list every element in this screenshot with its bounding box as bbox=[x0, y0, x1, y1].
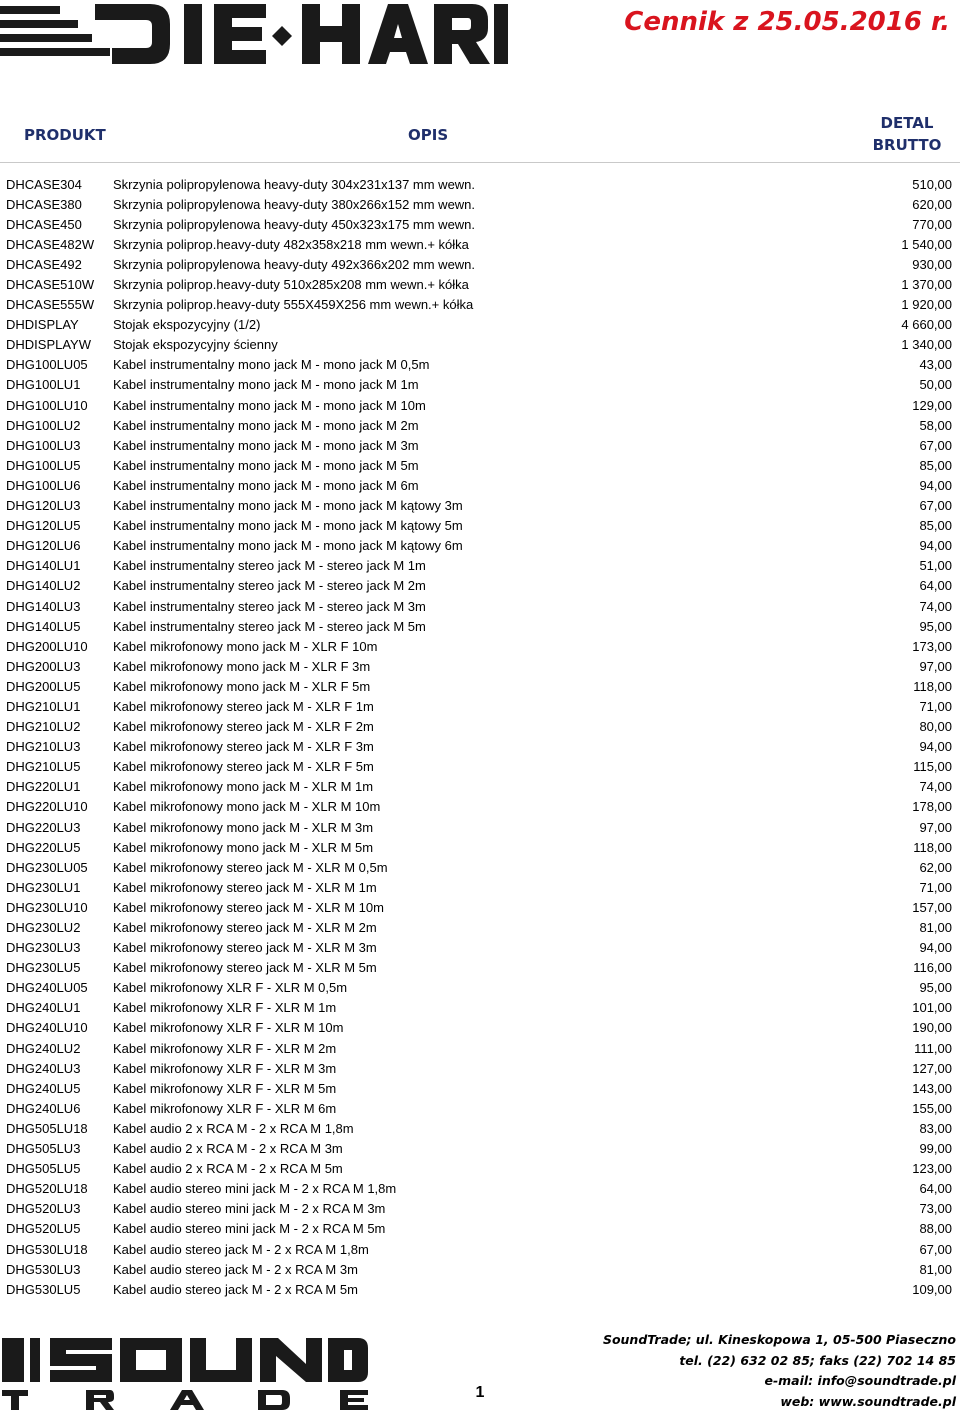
sound-trade-logo-mark bbox=[2, 1334, 368, 1410]
table-row bbox=[0, 717, 960, 737]
product-code: DHG140LU2 bbox=[6, 578, 81, 594]
product-description: Kabel mikrofonowy XLR F - XLR M 3m bbox=[113, 1060, 337, 1076]
table-row bbox=[0, 636, 960, 656]
product-description: Kabel mikrofonowy mono jack M - XLR F 5m bbox=[113, 678, 371, 694]
product-description: Kabel audio 2 x RCA M - 2 x RCA M 5m bbox=[113, 1161, 343, 1177]
table-row bbox=[0, 194, 960, 214]
product-price: 85,00 bbox=[919, 518, 952, 534]
product-price: 95,00 bbox=[919, 618, 952, 634]
product-description: Kabel mikrofonowy stereo jack M - XLR M 10m bbox=[113, 899, 384, 915]
product-code: DHCASE304 bbox=[6, 176, 82, 192]
table-row bbox=[0, 395, 960, 415]
product-description: Kabel audio stereo mini jack M - 2 x RCA M 3m bbox=[113, 1201, 386, 1217]
product-description: Kabel instrumentalny mono jack M - mono jack M 3m bbox=[113, 437, 419, 453]
product-description: Kabel audio 2 x RCA M - 2 x RCA M 1,8m bbox=[113, 1120, 354, 1136]
product-price: 97,00 bbox=[919, 658, 952, 674]
page-number: 1 bbox=[475, 1384, 485, 1401]
product-description: Kabel mikrofonowy XLR F - XLR M 6m bbox=[113, 1100, 337, 1116]
product-code: DHG200LU3 bbox=[6, 658, 81, 674]
product-code: DHG240LU3 bbox=[6, 1060, 81, 1076]
table-row bbox=[0, 917, 960, 937]
table-row bbox=[0, 1219, 960, 1239]
price-table bbox=[0, 174, 960, 1299]
sound-trade-logo bbox=[2, 1334, 368, 1410]
product-code: DHG200LU10 bbox=[6, 638, 88, 654]
product-code: DHG520LU3 bbox=[6, 1201, 81, 1217]
product-description: Kabel mikrofonowy mono jack M - XLR M 1m bbox=[113, 779, 374, 795]
product-code: DHG240LU2 bbox=[6, 1040, 81, 1056]
table-row bbox=[0, 737, 960, 757]
product-code: DHG220LU10 bbox=[6, 799, 88, 815]
table-row bbox=[0, 556, 960, 576]
product-code: DHCASE510W bbox=[6, 277, 95, 293]
product-code: DHG220LU3 bbox=[6, 819, 81, 835]
product-price: 94,00 bbox=[919, 477, 952, 493]
table-row bbox=[0, 315, 960, 335]
product-price: 1 340,00 bbox=[901, 337, 952, 353]
product-description: Kabel audio stereo jack M - 2 x RCA M 1,8m bbox=[113, 1241, 369, 1257]
product-price: 94,00 bbox=[919, 538, 952, 554]
product-description: Stojak ekspozycyjny (1/2) bbox=[113, 317, 261, 333]
product-code: DHG230LU05 bbox=[6, 859, 88, 875]
product-price: 51,00 bbox=[919, 558, 952, 574]
product-code: DHG100LU6 bbox=[6, 477, 81, 493]
product-price: 178,00 bbox=[912, 799, 952, 815]
product-code: DHG100LU3 bbox=[6, 437, 81, 453]
product-price: 85,00 bbox=[919, 457, 952, 473]
table-row bbox=[0, 516, 960, 536]
product-description: Kabel instrumentalny mono jack M - mono jack M 6m bbox=[113, 477, 419, 493]
die-hard-logo bbox=[0, 0, 510, 70]
table-row bbox=[0, 656, 960, 676]
table-row bbox=[0, 1078, 960, 1098]
product-price: 43,00 bbox=[919, 357, 952, 373]
table-row bbox=[0, 1098, 960, 1118]
table-row bbox=[0, 1259, 960, 1279]
product-code: DHG520LU5 bbox=[6, 1221, 81, 1237]
product-description: Kabel instrumentalny mono jack M - mono jack M 2m bbox=[113, 417, 419, 433]
product-price: 1 920,00 bbox=[901, 297, 952, 313]
contact-block bbox=[603, 1330, 956, 1412]
product-code: DHG220LU1 bbox=[6, 779, 81, 795]
table-row bbox=[0, 274, 960, 294]
product-code: DHDISPLAYW bbox=[6, 337, 91, 353]
product-code: DHG505LU5 bbox=[6, 1161, 81, 1177]
product-code: DHG220LU5 bbox=[6, 839, 81, 855]
product-description: Skrzynia poliprop.heavy-duty 482x358x218 mm wewn.+ kółka bbox=[113, 236, 469, 252]
product-price: 95,00 bbox=[919, 980, 952, 996]
product-description: Kabel instrumentalny mono jack M - mono jack M 0,5m bbox=[113, 357, 430, 373]
product-description: Stojak ekspozycyjny ścienny bbox=[113, 337, 278, 353]
product-description: Kabel mikrofonowy stereo jack M - XLR M 1m bbox=[113, 879, 377, 895]
product-description: Kabel mikrofonowy XLR F - XLR M 5m bbox=[113, 1080, 337, 1096]
table-row bbox=[0, 596, 960, 616]
product-code: DHG230LU3 bbox=[6, 940, 81, 956]
table-row bbox=[0, 676, 960, 696]
product-price: 58,00 bbox=[919, 417, 952, 433]
table-row bbox=[0, 1058, 960, 1078]
product-price: 123,00 bbox=[912, 1161, 952, 1177]
product-code: DHG140LU1 bbox=[6, 558, 81, 574]
product-price: 50,00 bbox=[919, 377, 952, 393]
product-price: 101,00 bbox=[912, 1000, 952, 1016]
table-row bbox=[0, 998, 960, 1018]
product-description: Skrzynia polipropylenowa heavy-duty 304x231x137 mm wewn. bbox=[113, 176, 476, 192]
product-description: Kabel mikrofonowy XLR F - XLR M 10m bbox=[113, 1020, 344, 1036]
table-row bbox=[0, 1179, 960, 1199]
table-row bbox=[0, 295, 960, 315]
product-code: DHG230LU2 bbox=[6, 920, 81, 936]
product-price: 64,00 bbox=[919, 1181, 952, 1197]
product-code: DHG505LU18 bbox=[6, 1120, 88, 1136]
product-price: 173,00 bbox=[912, 638, 952, 654]
table-row bbox=[0, 877, 960, 897]
table-row bbox=[0, 415, 960, 435]
table-row bbox=[0, 254, 960, 274]
product-description: Kabel mikrofonowy mono jack M - XLR M 3m bbox=[113, 819, 374, 835]
product-price: 1 540,00 bbox=[901, 236, 952, 252]
product-price: 143,00 bbox=[912, 1080, 952, 1096]
product-description: Kabel mikrofonowy stereo jack M - XLR M 0,5m bbox=[113, 859, 388, 875]
product-description: Kabel audio stereo mini jack M - 2 x RCA M 5m bbox=[113, 1221, 386, 1237]
product-price: 88,00 bbox=[919, 1221, 952, 1237]
product-description: Kabel mikrofonowy stereo jack M - XLR M 3m bbox=[113, 940, 377, 956]
table-row bbox=[0, 435, 960, 455]
column-header-retail-gross-price bbox=[862, 112, 952, 156]
product-code: DHG140LU5 bbox=[6, 618, 81, 634]
product-description: Kabel audio stereo mini jack M - 2 x RCA M 1,8m bbox=[113, 1181, 397, 1197]
product-description: Kabel audio 2 x RCA M - 2 x RCA M 3m bbox=[113, 1141, 343, 1157]
product-description: Kabel mikrofonowy stereo jack M - XLR F 3m bbox=[113, 739, 374, 755]
table-row bbox=[0, 234, 960, 254]
product-code: DHG530LU3 bbox=[6, 1261, 81, 1277]
table-row bbox=[0, 1279, 960, 1299]
product-price: 129,00 bbox=[912, 397, 952, 413]
product-description: Skrzynia polipropylenowa heavy-duty 492x366x202 mm wewn. bbox=[113, 256, 476, 272]
product-code: DHG200LU5 bbox=[6, 678, 81, 694]
product-description: Kabel instrumentalny stereo jack M - stereo jack M 1m bbox=[113, 558, 426, 574]
product-description: Kabel instrumentalny stereo jack M - stereo jack M 5m bbox=[113, 618, 426, 634]
die-hard-logo-mark bbox=[0, 0, 510, 70]
product-description: Kabel mikrofonowy mono jack M - XLR F 3m bbox=[113, 658, 371, 674]
table-row bbox=[0, 335, 960, 355]
table-row bbox=[0, 1159, 960, 1179]
product-code: DHG100LU05 bbox=[6, 357, 88, 373]
table-row bbox=[0, 475, 960, 495]
product-price: 80,00 bbox=[919, 719, 952, 735]
product-code: DHG520LU18 bbox=[6, 1181, 88, 1197]
product-price: 1 370,00 bbox=[901, 277, 952, 293]
product-code: DHG240LU6 bbox=[6, 1100, 81, 1116]
product-code: DHG100LU10 bbox=[6, 397, 88, 413]
product-code: DHCASE492 bbox=[6, 256, 82, 272]
product-price: 116,00 bbox=[913, 960, 952, 976]
product-price: 930,00 bbox=[912, 256, 952, 272]
header-divider bbox=[0, 162, 960, 163]
table-row bbox=[0, 214, 960, 234]
product-price: 71,00 bbox=[919, 698, 952, 714]
table-row bbox=[0, 1118, 960, 1138]
product-code: DHG240LU10 bbox=[6, 1020, 88, 1036]
product-description: Skrzynia polipropylenowa heavy-duty 450x323x175 mm wewn. bbox=[113, 216, 476, 232]
table-row bbox=[0, 958, 960, 978]
product-description: Kabel mikrofonowy stereo jack M - XLR M 2m bbox=[113, 920, 377, 936]
product-price: 97,00 bbox=[919, 819, 952, 835]
product-price: 620,00 bbox=[912, 196, 952, 212]
table-row bbox=[0, 576, 960, 596]
table-row bbox=[0, 797, 960, 817]
product-code: DHG100LU1 bbox=[6, 377, 81, 393]
price-list-date: Cennik z 25.05.2016 r. bbox=[624, 7, 950, 37]
product-price: 83,00 bbox=[919, 1120, 952, 1136]
table-row bbox=[0, 355, 960, 375]
product-price: 99,00 bbox=[919, 1141, 952, 1157]
product-code: DHG230LU10 bbox=[6, 899, 88, 915]
table-row bbox=[0, 1239, 960, 1259]
product-code: DHG530LU18 bbox=[6, 1241, 88, 1257]
product-description: Kabel instrumentalny mono jack M - mono jack M 5m bbox=[113, 457, 419, 473]
product-description: Kabel mikrofonowy XLR F - XLR M 0,5m bbox=[113, 980, 348, 996]
table-row bbox=[0, 174, 960, 194]
column-header-price-line1: DETAL bbox=[880, 114, 934, 132]
product-description: Kabel mikrofonowy stereo jack M - XLR F 1m bbox=[113, 698, 374, 714]
product-price: 81,00 bbox=[919, 1261, 952, 1277]
table-row bbox=[0, 536, 960, 556]
column-header-product: PRODUKT bbox=[24, 126, 106, 144]
product-code: DHG530LU5 bbox=[6, 1281, 81, 1297]
product-price: 74,00 bbox=[919, 598, 952, 614]
product-price: 157,00 bbox=[912, 899, 952, 915]
table-row bbox=[0, 1139, 960, 1159]
table-row bbox=[0, 938, 960, 958]
product-price: 4 660,00 bbox=[901, 317, 952, 333]
product-code: DHCASE482W bbox=[6, 236, 95, 252]
product-code: DHG230LU1 bbox=[6, 879, 81, 895]
company-address: SoundTrade; ul. Kineskopowa 1, 05-500 Piaseczno bbox=[602, 1332, 956, 1347]
product-price: 115,00 bbox=[913, 759, 952, 775]
table-row bbox=[0, 978, 960, 998]
product-code: DHG120LU3 bbox=[6, 498, 81, 514]
company-email[interactable]: e-mail: info@soundtrade.pl bbox=[764, 1373, 956, 1388]
product-price: 94,00 bbox=[919, 940, 952, 956]
product-code: DHG210LU3 bbox=[6, 739, 81, 755]
company-website[interactable]: web: www.soundtrade.pl bbox=[780, 1393, 956, 1409]
product-price: 81,00 bbox=[919, 920, 952, 936]
product-code: DHG100LU2 bbox=[6, 417, 81, 433]
table-row bbox=[0, 696, 960, 716]
product-price: 770,00 bbox=[912, 216, 952, 232]
table-row bbox=[0, 1018, 960, 1038]
product-price: 94,00 bbox=[919, 739, 952, 755]
product-price: 62,00 bbox=[919, 859, 952, 875]
product-price: 510,00 bbox=[912, 176, 952, 192]
product-code: DHDISPLAY bbox=[6, 317, 79, 333]
product-price: 109,00 bbox=[912, 1281, 952, 1297]
table-row bbox=[0, 496, 960, 516]
table-row bbox=[0, 455, 960, 475]
product-code: DHG230LU5 bbox=[6, 960, 81, 976]
product-price: 118,00 bbox=[913, 839, 952, 855]
product-code: DHCASE555W bbox=[6, 297, 95, 313]
table-row bbox=[0, 777, 960, 797]
product-code: DHG240LU1 bbox=[6, 1000, 81, 1016]
product-code: DHG100LU5 bbox=[6, 457, 81, 473]
product-price: 155,00 bbox=[912, 1100, 952, 1116]
product-description: Kabel instrumentalny mono jack M - mono jack M kątowy 5m bbox=[113, 518, 463, 534]
product-code: DHG140LU3 bbox=[6, 598, 81, 614]
product-code: DHG505LU3 bbox=[6, 1141, 81, 1157]
product-description: Skrzynia poliprop.heavy-duty 510x285x208 mm wewn.+ kółka bbox=[113, 277, 469, 293]
product-price: 67,00 bbox=[919, 498, 952, 514]
product-code: DHG240LU05 bbox=[6, 980, 88, 996]
product-description: Kabel instrumentalny mono jack M - mono jack M 1m bbox=[113, 377, 419, 393]
product-description: Kabel audio stereo jack M - 2 x RCA M 3m bbox=[113, 1261, 358, 1277]
product-description: Kabel mikrofonowy stereo jack M - XLR F 5m bbox=[113, 759, 374, 775]
product-description: Kabel mikrofonowy stereo jack M - XLR F 2m bbox=[113, 719, 374, 735]
product-price: 73,00 bbox=[919, 1201, 952, 1217]
column-header-price-line2: BRUTTO bbox=[872, 136, 942, 154]
product-description: Skrzynia poliprop.heavy-duty 555X459X256 mm wewn.+ kółka bbox=[113, 297, 474, 313]
table-row bbox=[0, 375, 960, 395]
table-row bbox=[0, 1199, 960, 1219]
product-description: Kabel mikrofonowy stereo jack M - XLR M 5m bbox=[113, 960, 377, 976]
product-price: 67,00 bbox=[919, 437, 952, 453]
table-row bbox=[0, 837, 960, 857]
product-description: Kabel instrumentalny mono jack M - mono jack M kątowy 3m bbox=[113, 498, 463, 514]
product-price: 67,00 bbox=[919, 1241, 952, 1257]
product-code: DHCASE380 bbox=[6, 196, 82, 212]
company-phone: tel. (22) 632 02 85; faks (22) 702 14 85 bbox=[679, 1352, 956, 1368]
product-description: Kabel mikrofonowy mono jack M - XLR M 5m bbox=[113, 839, 374, 855]
product-description: Kabel instrumentalny stereo jack M - stereo jack M 3m bbox=[113, 598, 426, 614]
product-description: Kabel instrumentalny stereo jack M - stereo jack M 2m bbox=[113, 578, 426, 594]
product-code: DHG120LU6 bbox=[6, 538, 81, 554]
product-price: 74,00 bbox=[919, 779, 952, 795]
product-code: DHG210LU1 bbox=[6, 698, 81, 714]
table-row bbox=[0, 817, 960, 837]
product-description: Kabel mikrofonowy XLR F - XLR M 1m bbox=[113, 1000, 337, 1016]
product-price: 111,00 bbox=[914, 1040, 952, 1056]
table-row bbox=[0, 757, 960, 777]
product-price: 127,00 bbox=[912, 1060, 952, 1076]
product-price: 190,00 bbox=[912, 1020, 952, 1036]
table-row bbox=[0, 897, 960, 917]
table-row bbox=[0, 857, 960, 877]
product-code: DHCASE450 bbox=[6, 216, 82, 232]
product-code: DHG210LU2 bbox=[6, 719, 81, 735]
table-row bbox=[0, 616, 960, 636]
product-description: Kabel instrumentalny mono jack M - mono jack M kątowy 6m bbox=[113, 538, 463, 554]
product-code: DHG210LU5 bbox=[6, 759, 81, 775]
product-price: 71,00 bbox=[919, 879, 952, 895]
product-code: DHG120LU5 bbox=[6, 518, 81, 534]
product-description: Kabel audio stereo jack M - 2 x RCA M 5m bbox=[113, 1281, 358, 1297]
product-description: Kabel mikrofonowy XLR F - XLR M 2m bbox=[113, 1040, 337, 1056]
product-price: 64,00 bbox=[919, 578, 952, 594]
product-description: Kabel mikrofonowy mono jack M - XLR F 10m bbox=[113, 638, 378, 654]
column-header-description: OPIS bbox=[408, 126, 449, 144]
product-description: Kabel instrumentalny mono jack M - mono jack M 10m bbox=[113, 397, 426, 413]
table-row bbox=[0, 1038, 960, 1058]
product-description: Kabel mikrofonowy mono jack M - XLR M 10m bbox=[113, 799, 381, 815]
product-description: Skrzynia polipropylenowa heavy-duty 380x266x152 mm wewn. bbox=[113, 196, 476, 212]
product-price: 118,00 bbox=[913, 678, 952, 694]
product-code: DHG240LU5 bbox=[6, 1080, 81, 1096]
